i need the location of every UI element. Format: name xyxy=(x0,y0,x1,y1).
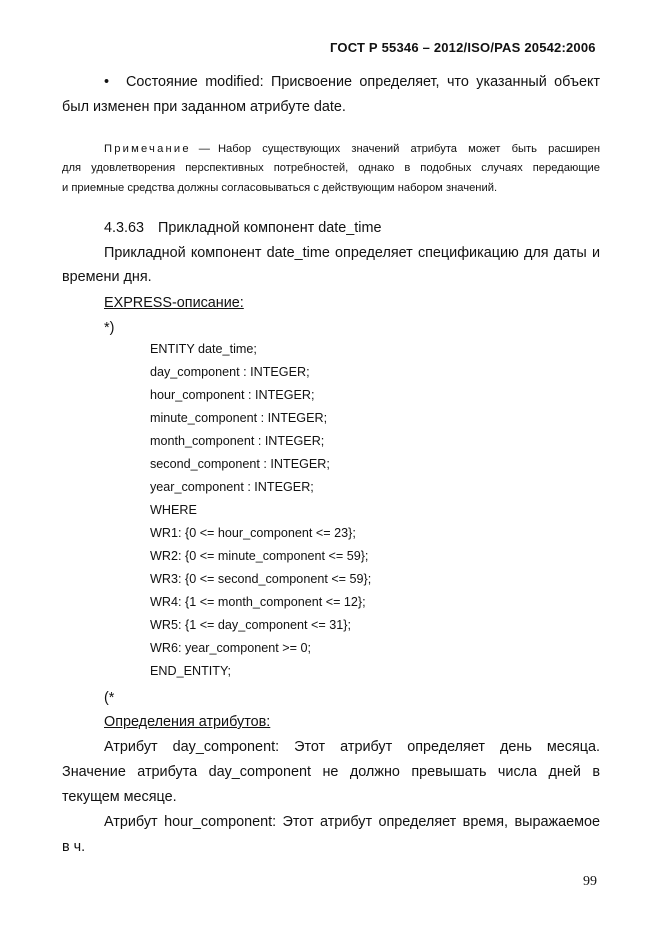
note-text-line-2: для удовлетворения перспективных потребностей, однако в подобных случаях передающие xyxy=(62,162,600,174)
note-text-line-1: Набор существующих значений атрибута может быть расширен xyxy=(217,143,600,155)
code-line: day_component : INTEGER; xyxy=(150,365,310,379)
code-line: year_component : INTEGER; xyxy=(150,480,314,494)
section-intro-line-2: времени дня. xyxy=(62,269,152,285)
note-label: Примечание xyxy=(104,143,191,155)
code-line: second_component : INTEGER; xyxy=(150,457,330,471)
code-line: WR4: {1 <= month_component <= 12}; xyxy=(150,595,366,609)
section-number: 4.3.63 xyxy=(104,220,145,236)
bullet-marker: • xyxy=(104,74,110,90)
code-line: WR6: year_component >= 0; xyxy=(150,641,312,655)
code-line: minute_component : INTEGER; xyxy=(150,411,328,425)
page-number: 99 xyxy=(583,874,597,889)
code-line: END_ENTITY; xyxy=(150,664,232,678)
code-line: WR2: {0 <= minute_component <= 59}; xyxy=(150,549,369,563)
document-header: ГОСТ Р 55346 – 2012/ISO/PAS 20542:2006 xyxy=(330,40,596,55)
code-line: WHERE xyxy=(150,503,197,517)
code-line: hour_component : INTEGER; xyxy=(150,388,315,402)
code-line: WR5: {1 <= day_component <= 31}; xyxy=(150,618,351,632)
bullet-text-line-1: Состояние modified: Присвоение определяет, что указанный объект xyxy=(126,74,600,90)
code-line: ENTITY date_time; xyxy=(150,342,257,356)
note-first-line xyxy=(104,139,600,159)
definition-hour-line-1: Атрибут hour_component: Этот атрибут определяет время, выражаемое xyxy=(104,814,600,830)
code-line: WR3: {0 <= second_component <= 59}; xyxy=(150,572,372,586)
code-line: month_component : INTEGER; xyxy=(150,434,325,448)
definition-day-line-1: Атрибут day_component: Этот атрибут определяет день месяца. xyxy=(104,739,600,755)
section-intro-line-1: Прикладной компонент date_time определяет спецификацию для даты и xyxy=(104,245,600,261)
note-dash: — xyxy=(198,143,210,155)
definition-hour-line-2: в ч. xyxy=(62,839,86,855)
definitions-heading: Определения атрибутов: xyxy=(104,714,271,730)
note-text-line-3: и приемные средства должны согласовываться с действующим набором значений. xyxy=(62,182,498,194)
definition-day-line-3: текущем месяце. xyxy=(62,789,177,805)
express-heading: EXPRESS-описание: xyxy=(104,295,244,311)
code-open-marker: *) xyxy=(104,320,115,336)
definition-day-line-2: Значение атрибута day_component не должно превышать числа дней в xyxy=(62,764,600,780)
section-title: Прикладной компонент date_time xyxy=(158,220,382,236)
code-close-marker: (* xyxy=(104,690,115,706)
bullet-text-line-2: был изменен при заданном атрибуте date. xyxy=(62,99,346,115)
code-line: WR1: {0 <= hour_component <= 23}; xyxy=(150,526,356,540)
